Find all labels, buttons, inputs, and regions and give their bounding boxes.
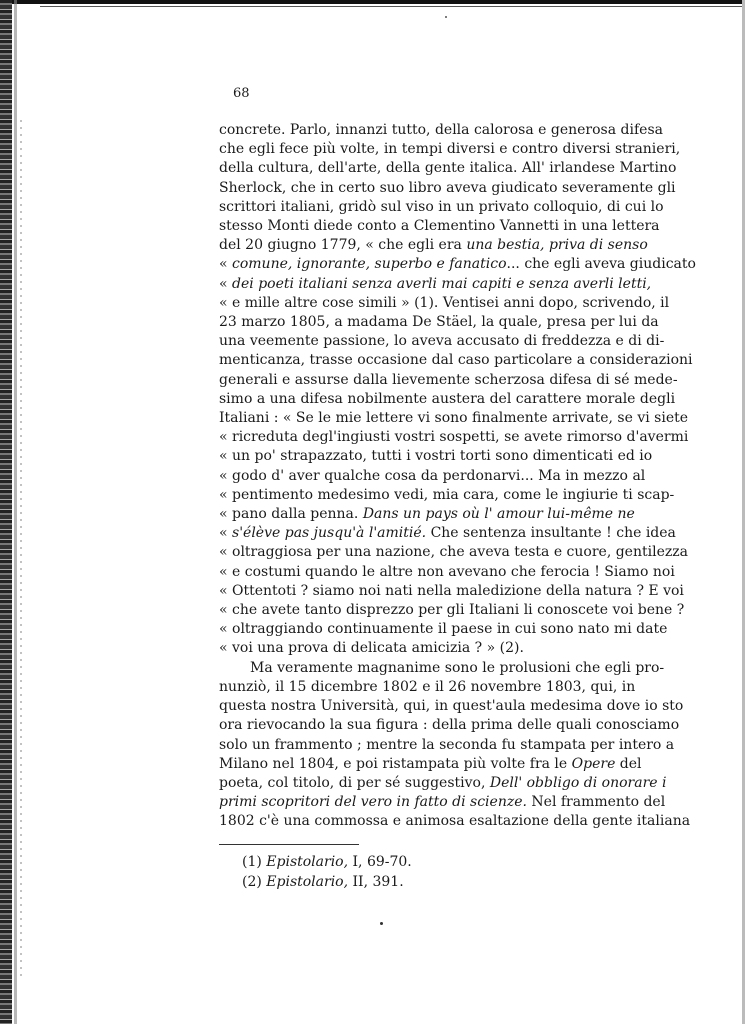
text-line bbox=[219, 351, 693, 370]
text-segment: « bbox=[219, 256, 233, 273]
text-segment: « pentimento medesimo vedi, mia cara, come le ingiurie ti scap- bbox=[219, 486, 675, 503]
text-segment: nunziò, il 15 dicembre 1802 e il 26 novembre 1803, qui, in bbox=[219, 678, 636, 695]
text-segment: generali e assurse dalla lievemente scherzosa difesa di sé mede- bbox=[219, 371, 678, 388]
text-segment: simo a una difesa nobilmente austera del carattere morale degli bbox=[219, 390, 676, 407]
text-line bbox=[219, 390, 676, 409]
text-segment: 1802 c'è una commossa e animosa esaltazione della gente italiana bbox=[219, 813, 691, 830]
text-segment: (1) bbox=[242, 854, 267, 870]
text-segment: « e mille altre cose simili » (1). Ventisei anni dopo, scrivendo, il bbox=[219, 294, 670, 311]
text-line bbox=[219, 639, 623, 658]
text-segment: stesso Monti diede conto a Clementino Vannetti in una lettera bbox=[219, 218, 660, 235]
text-line bbox=[219, 774, 667, 793]
text-line bbox=[219, 620, 668, 639]
text-line bbox=[219, 678, 636, 697]
text-segment: questa nostra Università, qui, in quest'aula medesima dove io sto bbox=[219, 698, 684, 715]
text-segment: « bbox=[219, 525, 233, 542]
text-line bbox=[219, 467, 646, 486]
text-line bbox=[219, 313, 659, 332]
text-line bbox=[219, 793, 666, 812]
text-segment: « godo d' aver qualche cosa da perdonarvi... Ma in mezzo al bbox=[219, 467, 646, 484]
text-line bbox=[219, 275, 652, 294]
text-line bbox=[219, 428, 689, 447]
italic-segment: s'élève pas jusqu'à l'amitié. bbox=[232, 525, 427, 542]
text-segment: che egli fece più volte, in tempi diversi e contro diversi stranieri, bbox=[219, 141, 681, 158]
text-segment: della cultura, dell'arte, della gente italica. All' irlandese Martino bbox=[219, 160, 677, 177]
text-line bbox=[219, 697, 684, 716]
text-segment: solo un frammento ; mentre la seconda fu stampata per intero a bbox=[219, 736, 675, 753]
body-text bbox=[219, 121, 696, 832]
text-line bbox=[219, 755, 642, 774]
text-line bbox=[219, 332, 665, 351]
text-segment: II, 391. bbox=[348, 874, 404, 890]
text-segment: poeta, col titolo, di per sé suggestivo, bbox=[219, 774, 490, 791]
scan-edge-left-speckle bbox=[20, 120, 22, 980]
text-line bbox=[219, 812, 691, 831]
text-segment: « pano dalla penna. bbox=[219, 506, 363, 523]
text-segment: una veemente passione, lo aveva accusato di freddezza e di di- bbox=[219, 333, 665, 350]
scan-edge-top bbox=[0, 0, 745, 4]
text-line bbox=[219, 563, 675, 582]
text-line bbox=[219, 736, 675, 755]
text-segment: menticanza, trasse occasione dal caso particolare a considerazioni bbox=[219, 352, 693, 369]
text-segment: Italiani : « Se le mie lettere vi sono finalmente arrivate, se vi siete bbox=[219, 410, 689, 427]
text-line bbox=[219, 179, 676, 198]
italic-segment: Dell' obbligo di onorare i bbox=[489, 774, 667, 791]
text-segment: ora rievocando la sua figura : della prima delle quali conosciamo bbox=[219, 717, 680, 734]
text-segment: Che sentenza insultante ! che idea bbox=[426, 525, 676, 542]
footnote-rule bbox=[219, 844, 359, 845]
italic-segment: primi scopritori del vero in fatto di scienze. bbox=[219, 794, 527, 811]
italic-segment: Opere bbox=[571, 755, 616, 772]
text-line bbox=[219, 159, 677, 178]
text-segment: « e costumi quando le altre non avevano che ferocia ! Siamo noi bbox=[219, 563, 675, 580]
text-line bbox=[219, 217, 660, 236]
text-line bbox=[219, 255, 696, 274]
text-segment: « bbox=[219, 275, 233, 292]
text-line bbox=[219, 447, 653, 466]
page-number: 68 bbox=[233, 86, 250, 101]
scan-edge-left bbox=[0, 0, 12, 1024]
scan-edge-left-inner bbox=[14, 0, 17, 1024]
text-segment: Nel frammento del bbox=[526, 794, 666, 811]
text-segment: I, 69-70. bbox=[348, 854, 412, 870]
text-segment: « oltraggiosa per una nazione, che aveva testa e cuore, gentilezza bbox=[219, 544, 688, 561]
footnote bbox=[242, 852, 412, 872]
footnote bbox=[242, 872, 412, 892]
text-segment: del 20 giugno 1779, « che egli era bbox=[219, 237, 467, 254]
text-segment: « oltraggiando continuamente il paese in cui sono nato mi date bbox=[219, 621, 668, 638]
text-segment: ... che egli aveva giudicato bbox=[506, 256, 696, 273]
text-segment: Sherlock, che in certo suo libro aveva giudicato severamente gli bbox=[219, 179, 676, 196]
text-segment: del bbox=[615, 755, 642, 772]
text-segment: « Ottentoti ? siamo noi nati nella maledizione della natura ? E voi bbox=[219, 582, 684, 599]
text-segment: « che avete tanto disprezzo per gli Italiani li conoscete voi bene ? bbox=[219, 602, 685, 619]
text-line bbox=[219, 524, 676, 543]
text-line bbox=[219, 409, 689, 428]
text-line bbox=[219, 601, 685, 620]
italic-segment: Epistolario, bbox=[266, 874, 349, 890]
text-segment: « voi una prova di delicata amicizia ? » (2). bbox=[219, 640, 524, 657]
text-line bbox=[219, 659, 665, 678]
italic-segment: una bestia, priva di senso bbox=[466, 237, 648, 254]
text-line bbox=[219, 198, 664, 217]
scan-speck bbox=[445, 16, 447, 18]
text-line bbox=[219, 121, 663, 140]
italic-segment: Dans un pays où l' amour lui-même ne bbox=[362, 506, 635, 523]
text-line bbox=[219, 140, 681, 159]
text-segment: 23 marzo 1805, a madama De Stäel, la quale, presa per lui da bbox=[219, 314, 659, 331]
text-line bbox=[219, 236, 648, 255]
text-line bbox=[219, 294, 670, 313]
text-segment: concrete. Parlo, innanzi tutto, della calorosa e generosa difesa bbox=[219, 122, 663, 138]
text-line bbox=[219, 486, 675, 505]
text-line bbox=[219, 582, 684, 601]
italic-segment: comune, ignorante, superbo e fanatico bbox=[232, 256, 507, 273]
italic-segment: Epistolario, bbox=[266, 854, 349, 870]
text-segment: (2) bbox=[242, 874, 267, 890]
text-segment: Milano nel 1804, e poi ristampata più volte fra le bbox=[219, 755, 572, 772]
scan-speck bbox=[380, 922, 383, 925]
text-line bbox=[219, 371, 678, 390]
text-line bbox=[219, 543, 688, 562]
footnotes bbox=[242, 852, 412, 892]
text-segment: scrittori italiani, gridò sul viso in un privato colloquio, di cui lo bbox=[219, 198, 664, 215]
text-segment: « un po' strapazzato, tutti i vostri torti sono dimenticati ed io bbox=[219, 448, 653, 465]
text-line bbox=[219, 505, 635, 524]
text-segment: Ma veramente magnanime sono le prolusioni che egli pro- bbox=[250, 659, 665, 676]
text-line bbox=[219, 716, 680, 735]
italic-segment: dei poeti italiani senza averli mai capiti e senza averli letti, bbox=[232, 275, 652, 292]
text-segment: « ricreduta degl'ingiusti vostri sospetti, se avete rimorso d'avermi bbox=[219, 429, 689, 446]
scan-edge-top-line bbox=[40, 6, 745, 7]
